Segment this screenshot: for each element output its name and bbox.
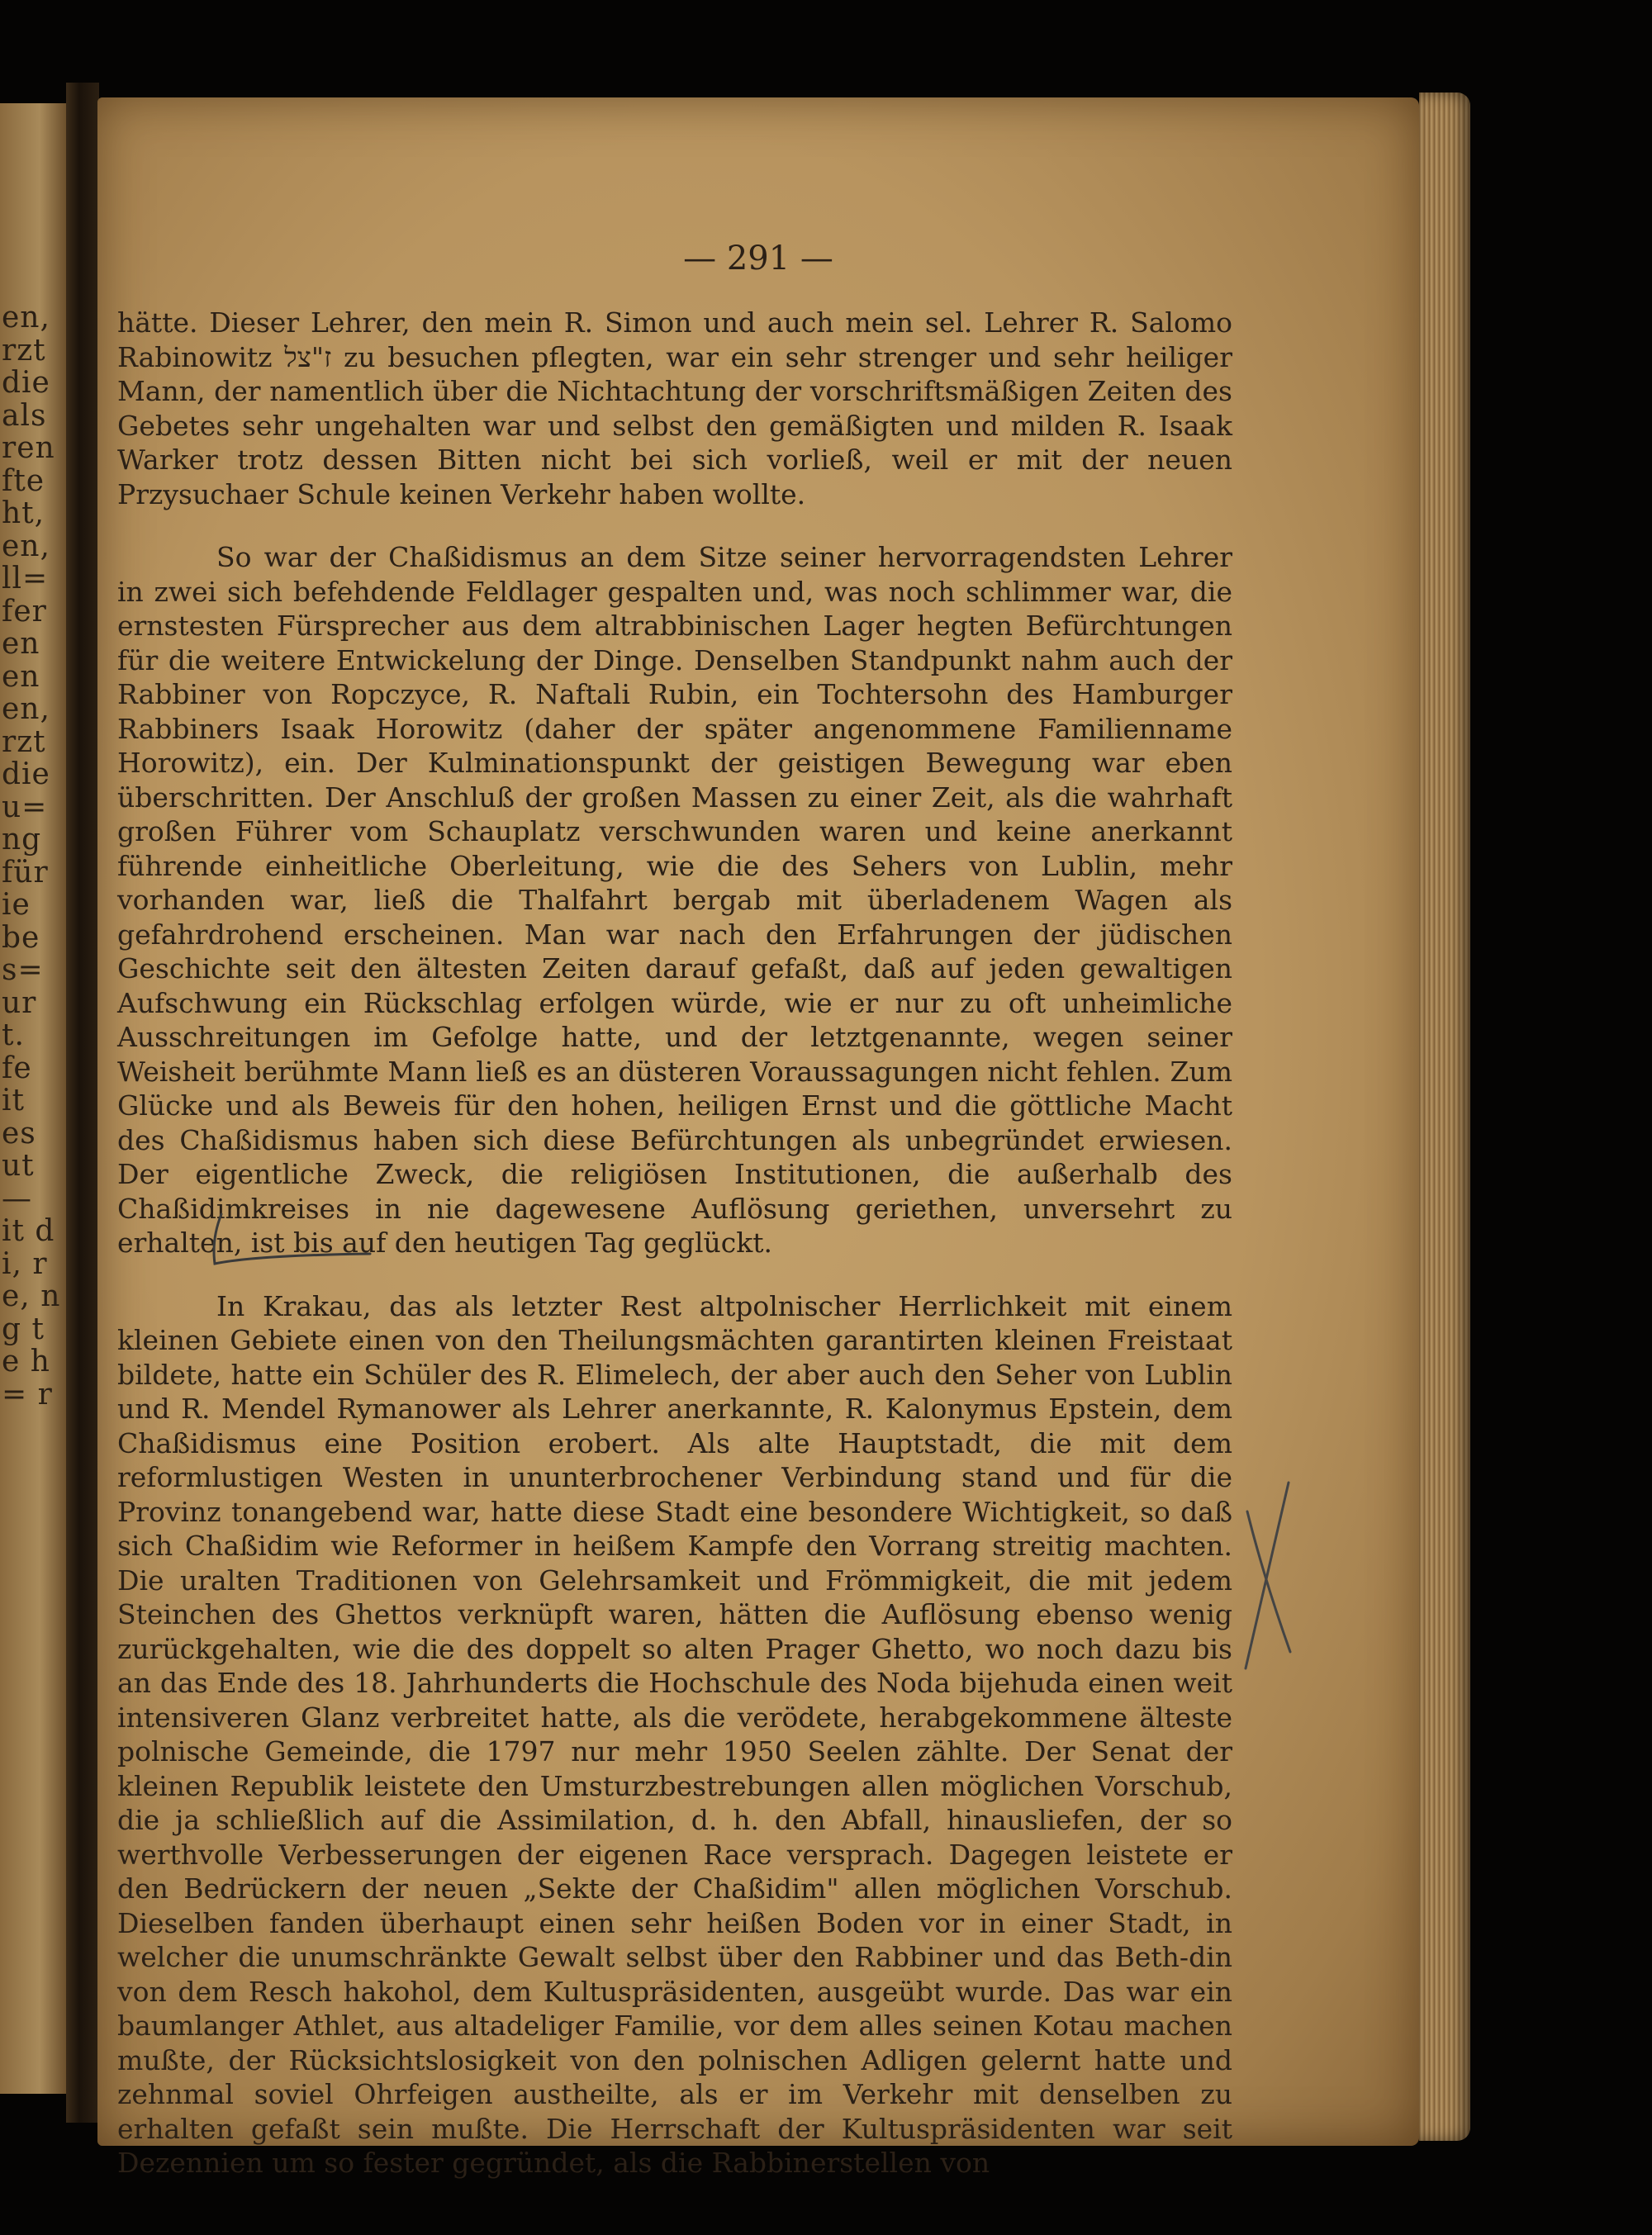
paragraph: In Krakau, das als letzter Rest altpolnischer Herrlichkeit mit einem kleinen Gebiete einen von den Theilungsmächten garantirten kleinen Freistaat bildete, hatte ein Schüler des R. Elimelech, der aber auch den Seher von Lublin und R. Mendel Rymanower als Lehrer anerkannte, R. Kalonymus Epstein, dem Chaßidismus eine Position erobert. Als alte Hauptstadt, die mit dem reformlustigen Westen in ununterbrochener Verbindung stand und für die Provinz tonangebend war, hatte diese Stadt eine besondere Wichtigkeit, so daß sich Chaßidim wie Reformer in heißem Kampfe den Vorrang streitig machten. Die uralten Traditionen von Gelehrsamkeit und Frömmigkeit, die mit jedem Steinchen des Ghettos verknüpft waren, hätten die Auflösung ebenso wenig zurückgehalten, wie die des doppelt so alten Prager Ghetto, wo noch dazu bis an das Ende des 18. Jahrhunderts die Hochschule des Noda bijehuda einen weit intensiveren Glanz verbreitet hatte, als die verödete, herabgekommene älteste polnische Gemeinde, die 1797 nur mehr 1950 Seelen zählte. Der Senat der kleinen Republik leistete den Umsturzbestrebungen allen möglichen Vorschub, die ja schließlich auf die Assimilation, d. h. den Abfall, hinausliefen, der so werthvolle Verbesserungen der eigenen Race versprach. Dagegen leistete er den Bedrückern der neuen „Sekte der Chaßidim" allen möglichen Vorschub. Dieselben fanden überhaupt einen sehr heißen Boden vor in einer Stadt, in welcher die unumschränkte Gewalt selbst über den Rabbiner und das Beth-din von dem Resch hakohol, dem Kultuspräsidenten, ausgeübt wurde. Das war ein baumlanger Athlet, aus altadeliger Familie, vor dem alles seinen Kotau machen mußte, der Rücksichtslosigkeit von den polnischen Adligen gelernt hatte und zehnmal soviel Ohrfeigen austheilte, als er im Verkehr mit denselben zu erhalten gefaßt sein mußte. Die Herrschaft der Kultuspräsidenten war seit Dezennien um so fester gegründet, als die Rabbinerstellen von xyxy=(117,1289,1232,2179)
left-page-edge xyxy=(0,103,66,2094)
left-page-text-fragment: en, rzt die als ren fte ht, en, ll= fer en en en, rzt die u= ng für ie be s= ur t. fe it es ut — it d i, r e, n g t e h = r xyxy=(2,301,61,1412)
pencil-bracket-mark xyxy=(205,1206,387,1280)
paragraph: hätte. Dieser Lehrer, den mein R. Simon und auch mein sel. Lehrer R. Salomo Rabinowitz ז"צל zu besuchen pflegten, war ein sehr strenger und sehr heiliger Mann, der namentlich über die Nichtachtung der vorschriftsmäßigen Zeiten des Gebetes sehr ungehalten war und selbst den gemäßigten und milden R. Isaak Warker trotz dessen Bitten nicht bei sich vorließ, weil er mit der neuen Przysuchaer Schule keinen Verkehr haben wollte. xyxy=(117,306,1232,510)
paragraph: So war der Chaßidismus an dem Sitze seiner hervorragendsten Lehrer in zwei sich befehdende Feldlager gespalten und, was noch schlimmer war, die ernstesten Fürsprecher aus dem altrabbinischen Lager hegten Befürchtungen für die weitere Entwickelung der Dinge. Denselben Standpunkt nahm auch der Rabbiner von Ropczyce, R. Naftali Rubin, ein Tochtersohn des Hamburger Rabbiners Isaak Horowitz (daher der später angenommene Familienname Horowitz), ein. Der Kulminationspunkt der geistigen Bewegung war eben überschritten. Der Anschluß der großen Massen zu einer Zeit, als die wahrhaft großen Führer vom Schauplatz verschwunden waren und keine anerkannt führende einheitliche Oberleitung, wie die des Sehers von Lublin, mehr vorhanden war, ließ die Thalfahrt bergab mit überladenem Wagen als gefahrdrohend erscheinen. Man war nach den Erfahrungen der jüdischen Geschichte seit den ältesten Zeiten darauf gefaßt, daß auf jeden gewaltigen Aufschwung ein Rückschlag erfolgen würde, wie er nur zu oft unheimliche Ausschreitungen im Gefolge hatte, und der letztgenannte, wegen seiner Weisheit berühmte Mann ließ es an düsteren Voraussagungen nicht fehlen. Zum Glücke und als Beweis für den hohen, heiligen Ernst und die göttliche Macht des Chaßidismus haben sich diese Befürchtungen als unbegründet erwiesen. Der eigentliche Zweck, die religiösen Institutionen, die außerhalb des Chaßidimkreises in nie dagewesene Auflösung geriethen, unversehrt zu erhalten, ist bis auf den heutigen Tag geglückt. xyxy=(117,541,1232,1259)
pencil-x-mark xyxy=(1239,1478,1297,1677)
page-number: — 291 — xyxy=(683,240,833,278)
page-block-edge xyxy=(1419,93,1470,2141)
book-gutter xyxy=(66,83,99,2123)
